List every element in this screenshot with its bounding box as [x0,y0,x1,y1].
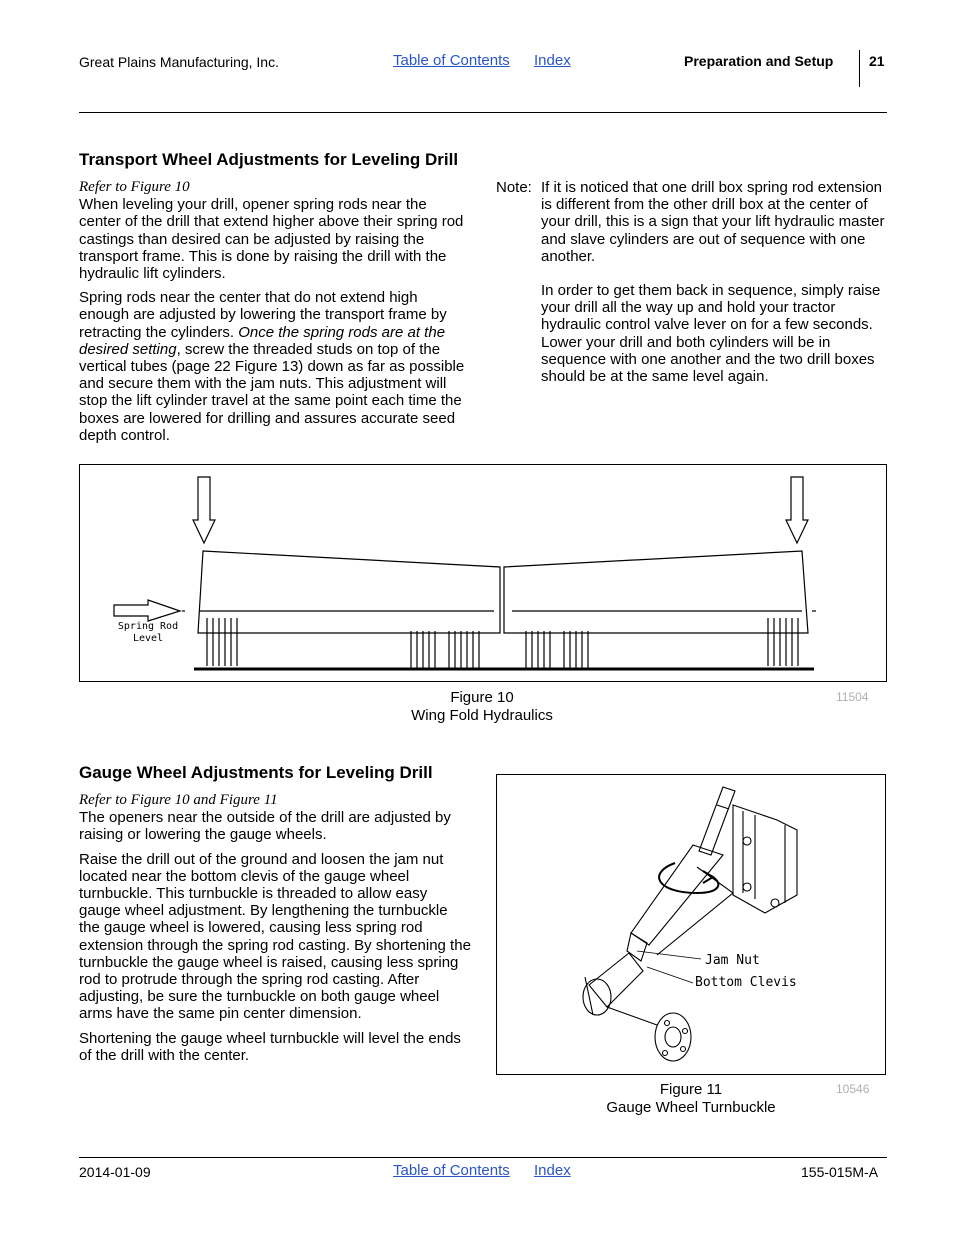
section-heading-gauge: Gauge Wheel Adjustments for Leveling Drill [79,763,433,782]
figure-10-caption: Figure 10 Wing Fold Hydraulics [411,689,553,724]
right-arrow-icon [114,600,180,621]
wing-fold-hydraulics-drawing [80,465,886,681]
bottom-clevis-label: Bottom Clevis [695,975,797,990]
figure-11-caption: Figure 11 Gauge Wheel Turnbuckle [606,1081,776,1116]
figure-reference: Refer to Figure 10 [79,179,190,195]
gauge-body [79,792,471,1071]
header-rule [79,112,887,113]
page-number: 21 [869,53,885,69]
note-label: Note: [496,179,532,196]
header-toc-link[interactable]: Table of Contents [393,52,510,69]
gauge-wheel-turnbuckle-drawing [497,775,885,1074]
down-arrow-icon [786,477,808,543]
company-name: Great Plains Manufacturing, Inc. [79,54,279,70]
figure-11-frame [496,774,886,1075]
italic-text: Once the spring rods are at the desired setting [79,323,446,358]
wheel-hub [655,1013,691,1061]
figure-11-image-number: 10546 [836,1082,870,1096]
footer-date: 2014-01-09 [79,1164,151,1180]
spring-rod-legs [207,618,798,668]
jam-nut-label: Jam Nut [705,953,760,968]
down-arrow-icon [193,477,215,543]
header-divider [859,50,860,87]
note-paragraph: In order to get them back in sequence, simply raise your drill all the way up and hold your tractor hydraulic control valve lever on for a few seconds. Lower your drill and both cylinders will be in sequence with one another and the two drill boxes should be at the same level again. [541,282,881,386]
turnbuckle-arm [631,845,723,945]
paragraph: The openers near the outside of the drill are adjusted by raising or lowering the gauge wheels. [79,809,451,844]
figure-10-image-number: 11504 [836,690,869,704]
section-heading-transport: Transport Wheel Adjustments for Leveling Drill [79,150,459,169]
header-index-link[interactable]: Index [534,52,571,69]
figure-10-frame [79,464,887,682]
note-body [541,179,891,392]
paragraph: Raise the drill out of the ground and loosen the jam nut located near the bottom clevis of the gauge wheel turnbuckle. This turnbuckle is threaded to allow easy gauge wheel adjustment. By lengthening the turnbuckle the gauge wheel is lowered, causing less spring rod extension through the spring rod casting. By shortening the turnbuckle the gauge wheel is raised, causing less spring rod to protrude through the spring rod casting. After adjusting, be sure the turnbuckle on both gauge wheel arms have the same pin center dimension. [79,850,471,1023]
document-number: 155-015M-A [801,1164,879,1180]
paragraph: Shortening the gauge wheel turnbuckle will level the ends of the drill with the center. [79,1029,461,1064]
paragraph: When leveling your drill, opener spring rods near the center of the drill that extend higher above their spring rod castings than desired can be adjusted by raising the transport frame. This is done by raising the drill with the hydraulic lift cylinders. [79,196,464,283]
transport-body [79,179,471,451]
figure-reference: Refer to Figure 10 and Figure 11 [79,792,278,808]
footer-toc-link[interactable]: Table of Contents [393,1162,510,1179]
note-paragraph: If it is noticed that one drill box spring rod extension is different from the other drill box at the center of your drill, this is a sign that your lift hydraulic master and slave cylinders are out of sequence with one another. [541,179,885,265]
right-drill-box [504,551,808,633]
footer-index-link[interactable]: Index [534,1162,571,1179]
section-title: Preparation and Setup [684,53,834,69]
paragraph: Spring rods near the center that do not extend high enough are adjusted by lowering the transport frame by retracting the cylinders. Once the spring rods are at the desired setting, screw the threaded studs on top of the vertical tubes (page 22 Figure 13) down as far as possible and secure them with the jam nuts. This adjustment will stop the lift cylinder travel at the same point each time the boxes are lowered for drilling and assures accurate seed depth control. [79,289,465,444]
left-drill-box [198,551,500,633]
footer-rule [79,1157,887,1158]
spring-rod-level-label: Spring Rod Level [117,621,179,644]
